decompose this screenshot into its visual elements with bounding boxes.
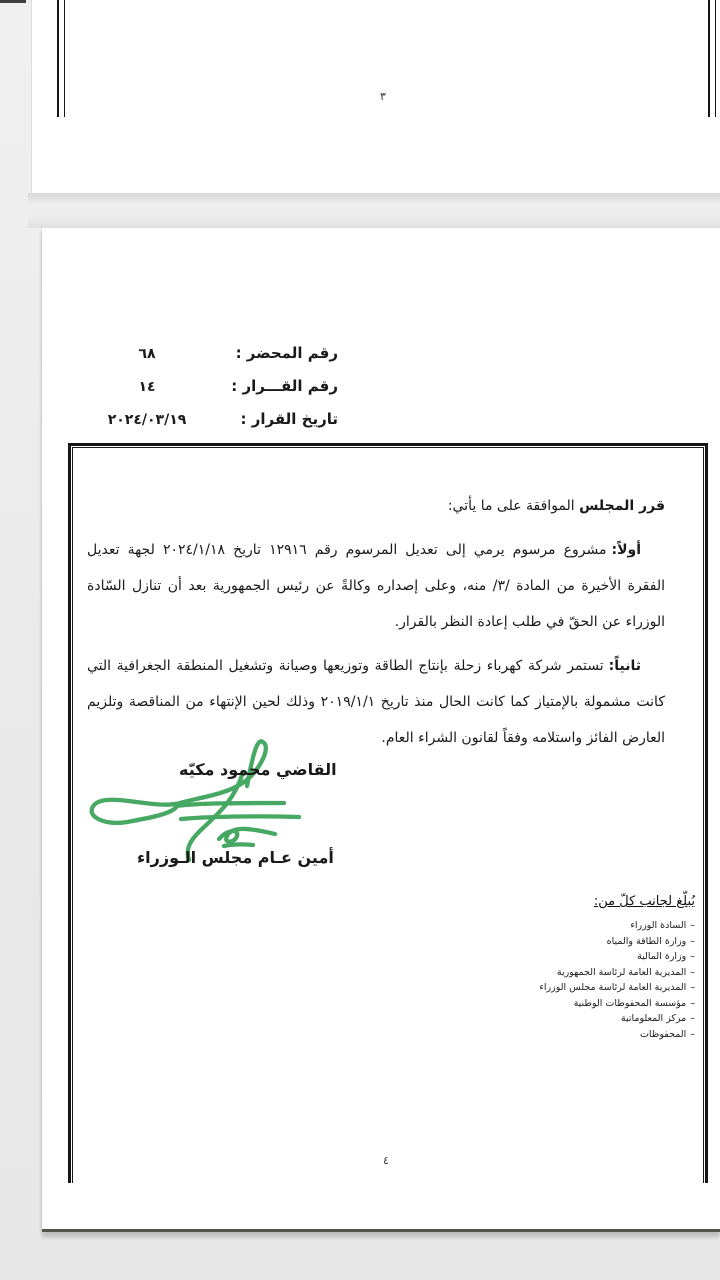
dash-marker: – [690,920,695,931]
distribution-item [485,949,695,965]
previous-page-box-left-border [57,0,65,117]
meta-value: ٦٨ [138,346,156,362]
clause-first [87,532,665,640]
previous-page-box-right-border [708,0,716,117]
distribution-item [485,934,695,950]
signatory-title: أمين عـام مجلس الـوزراء [137,848,334,867]
clause-second-text: تستمر شركة كهرباء زحلة بإنتاج الطاقة وتوزيعها وصيانة وتشغيل المنطقة الجغرافية التي كانت مشمولة بالإمتياز كما كانت الحال منذ تاريخ ٢٠١٩/١/١ وذلك لحين الإنتهاء من المناقصة وتلزيم العارض الفائز واستلامه وفقاً لقانون الشراء العام. [87,658,665,746]
signatory-name: القاضي محمود مكيّه [179,760,337,779]
dash-marker: – [690,951,695,962]
distribution-item [485,996,695,1012]
distribution-item-label: وزارة الطاقة والمياه [606,935,687,947]
document-page [42,228,720,1232]
meta-row-decision-number [72,377,338,410]
clause-first-text: مشروع مرسوم يرمي إلى تعديل المرسوم رقم ١٢٩١٦ تاريخ ٢٠٢٤/١/١٨ لجهة تعديل الفقرة الأخيرة من المادة /٣/ منه، وعلى إصداره وكالةً عن رئيس الجمهورية بعد أن تنازل السّادة الوزراء عن الحقّ في طلب إعادة النظر بالقرار. [87,542,665,630]
distribution-item-label: المديرية العامة لرئاسة الجمهورية [556,966,687,978]
decision-intro-bold: قرر المجلس [579,498,665,514]
distribution-list [485,894,695,1042]
scan-edge-artifact [0,0,26,3]
distribution-item [485,1011,695,1027]
distribution-item [485,1027,695,1043]
current-page-number: ٤ [383,1154,389,1167]
meta-label: رقم المحضر : [235,344,338,362]
dash-marker: – [690,982,695,993]
distribution-item [485,980,695,996]
dash-marker: – [690,997,695,1009]
decree-box [68,443,708,1183]
distribution-item-label: السادة الوزراء [630,920,687,931]
decision-intro [87,488,665,524]
distribution-item [485,965,695,981]
meta-row-minutes-number [72,344,338,377]
dash-marker: – [690,1013,695,1024]
decision-body [71,446,705,756]
distribution-item-label: وزارة المالية [637,951,687,962]
clause-second-label: ثانياً: [608,658,641,674]
dash-marker: – [690,966,695,978]
distribution-item-label: المحفوظات [639,1028,687,1040]
distribution-heading: يُبلّغ لجانب كلّ من: [593,894,695,909]
meta-label: رقم القـــرار : [231,377,338,395]
dash-marker: – [690,935,695,947]
meta-row-decision-date [72,410,338,443]
clause-first-label: أولاً: [611,542,641,558]
meta-label: تاريخ القرار : [240,410,338,428]
decision-meta [72,344,338,443]
distribution-item-label: المديرية العامة لرئاسة مجلس الوزراء [539,982,687,993]
decision-intro-rest: الموافقة على ما يأتي: [447,498,580,514]
meta-value: ١٤ [138,379,156,395]
distribution-item-label: مركز المعلوماتية [620,1013,687,1024]
dash-marker: – [690,1028,695,1040]
distribution-item [485,918,695,934]
distribution-item-label: مؤسسة المحفوظات الوطنية [573,997,687,1009]
page-gap [28,193,720,228]
previous-page-partial [31,0,720,193]
meta-value: ٢٠٢٤/٠٣/١٩ [107,412,187,428]
previous-page-number: ٣ [380,90,386,103]
